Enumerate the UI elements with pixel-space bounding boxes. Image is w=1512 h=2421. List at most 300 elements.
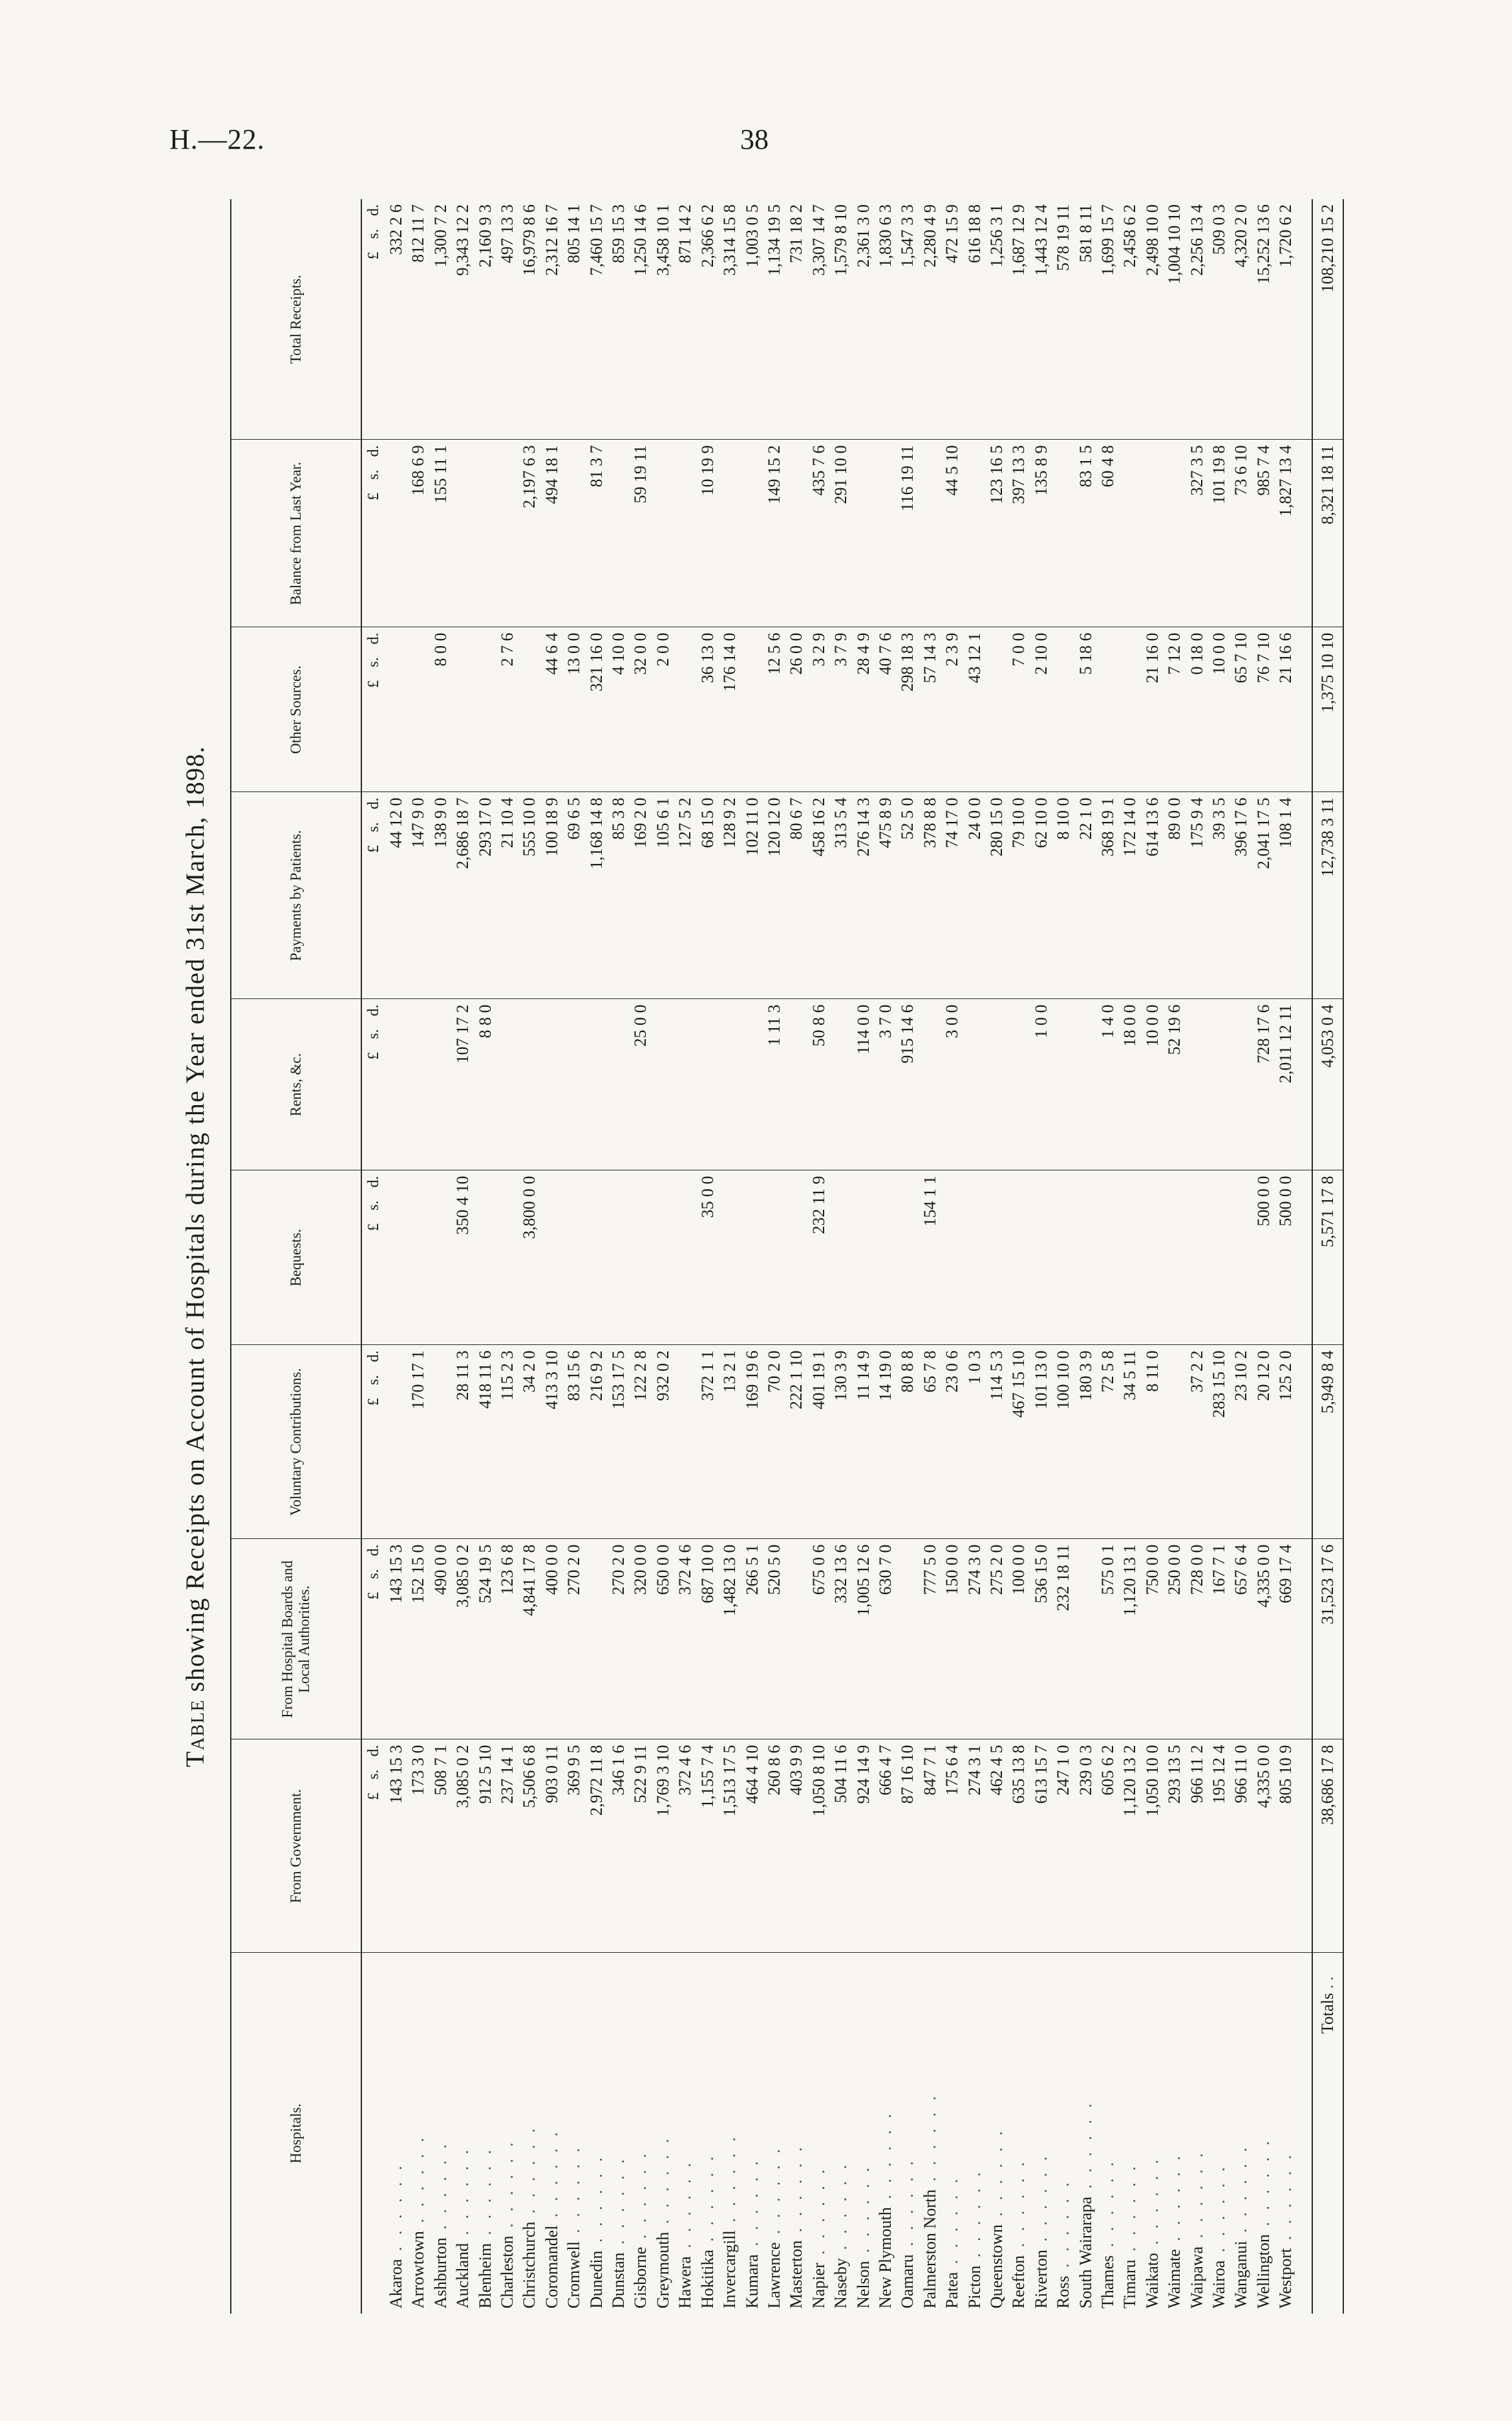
cell-other (986, 627, 1008, 792)
cell-beq (1008, 1170, 1030, 1345)
cell-pat: 24 0 0 (964, 792, 986, 999)
cell-gov: 504 11 6 (830, 1739, 852, 1953)
cell-other: 321 16 0 (586, 627, 608, 792)
cell-gov: 966 11 2 (1186, 1739, 1208, 1953)
cell-other: 57 14 3 (919, 627, 941, 792)
totals-total: 108,210 15 2 (1312, 199, 1343, 440)
cell-bal: 123 16 5 (986, 440, 1008, 627)
hospital-name: Waimate . . . . . . (1165, 2152, 1184, 2308)
cell-beq (474, 1170, 496, 1345)
cell-gov: 1,050 10 0 (1142, 1739, 1164, 1953)
cell-pat: 147 9 0 (407, 792, 429, 999)
cell-pat: 108 1 4 (1275, 792, 1297, 999)
cell-gov: 1,155 7 4 (697, 1739, 719, 1953)
cell-other: 2 10 0 (1030, 627, 1052, 792)
table-row (541, 199, 563, 2314)
cell-rents (719, 999, 741, 1170)
table-title-prefix: Table (180, 1699, 209, 1767)
cell-other: 65 7 10 (1230, 627, 1252, 792)
cell-beq (964, 1170, 986, 1345)
cell-pat: 2,686 18 7 (452, 792, 474, 999)
cell-beq (608, 1170, 630, 1345)
cell-beq (1097, 1170, 1119, 1345)
cell-vol: 100 10 0 (1052, 1345, 1074, 1539)
cell-pat: 52 5 0 (897, 792, 919, 999)
page-number: 38 (740, 124, 769, 155)
cell-beq (496, 1170, 518, 1345)
hospital-name: Ashburton . . . . . . (431, 2140, 450, 2308)
cell-total: 2,498 10 0 (1142, 199, 1164, 440)
cell-bal: 2,197 6 3 (518, 440, 540, 627)
cell-total: 3,307 14 7 (808, 199, 830, 440)
cell-bal (1119, 440, 1141, 627)
hospital-name: Wairoa . . . . . . (1209, 2163, 1229, 2308)
cell-gov: 2,972 11 8 (586, 1739, 608, 1953)
table-row (785, 199, 807, 2314)
cell-pat: 21 10 4 (496, 792, 518, 999)
cell-beq (986, 1170, 1008, 1345)
cell-beq: 154 1 1 (919, 1170, 941, 1345)
table-row (1142, 199, 1164, 2314)
cell-vol: 65 7 8 (919, 1345, 941, 1539)
cell-vol: 37 2 2 (1186, 1345, 1208, 1539)
cell-boards: 777 5 0 (919, 1539, 941, 1739)
cell-pat: 105 6 1 (652, 792, 674, 999)
cell-beq: 500 0 0 (1253, 1170, 1275, 1345)
cell-boards (1075, 1539, 1097, 1739)
document-code: H.—22. (169, 124, 265, 155)
col-header-balance: Balance from Last Year. (231, 440, 361, 627)
cell-rents (407, 999, 429, 1170)
cell-other: 28 4 9 (853, 627, 875, 792)
units-cell: £ s. d. (361, 627, 385, 792)
cell-pat: 280 15 0 (986, 792, 1008, 999)
cell-gov: 464 4 10 (741, 1739, 763, 1953)
cell-vol (385, 1345, 407, 1539)
cell-total: 859 15 3 (608, 199, 630, 440)
cell-boards (897, 1539, 919, 1739)
cell-rents: 1 0 0 (1030, 999, 1052, 1170)
cell-gov: 1,120 13 2 (1119, 1739, 1141, 1953)
hospital-name: Blenheim . . . . . . (475, 2146, 495, 2308)
cell-other (674, 627, 696, 792)
hospital-name: Wanganui . . . . . . (1231, 2144, 1251, 2308)
cell-gov: 403 9 9 (785, 1739, 807, 1953)
cell-pat: 614 13 6 (1142, 792, 1164, 999)
hospital-name: Riverton . . . . . . (1031, 2153, 1050, 2308)
cell-gov: 1,769 3 10 (652, 1739, 674, 1953)
cell-total: 1,003 0 5 (741, 199, 763, 440)
cell-vol: 11 14 9 (853, 1345, 875, 1539)
hospital-name: Ross . . . . . . (1054, 2179, 1073, 2308)
table-row (1052, 199, 1074, 2314)
cell-beq (785, 1170, 807, 1345)
cell-total: 15,252 13 6 (1253, 199, 1275, 440)
hospital-name: Hawera . . . . . . (676, 2159, 695, 2308)
col-header-total: Total Receipts. (231, 199, 361, 440)
cell-rents (1230, 999, 1252, 1170)
col-header-rents: Rents, &c. (231, 999, 361, 1170)
cell-beq (407, 1170, 429, 1345)
cell-other (1097, 627, 1119, 792)
units-cell: £ s. d. (361, 199, 385, 440)
cell-boards: 728 0 0 (1186, 1539, 1208, 1739)
cell-bal: 59 19 11 (630, 440, 652, 627)
cell-beq (1186, 1170, 1208, 1345)
cell-other: 8 0 0 (430, 627, 452, 792)
cell-vol: 1 0 3 (964, 1345, 986, 1539)
cell-beq (719, 1170, 741, 1345)
hospital-name: Wellington . . . . . . (1253, 2137, 1273, 2308)
cell-boards: 1,005 12 6 (853, 1539, 875, 1739)
cell-other (1052, 627, 1074, 792)
cell-total: 2,280 4 9 (919, 199, 941, 440)
cell-boards: 232 18 11 (1052, 1539, 1074, 1739)
cell-bal: 81 3 7 (586, 440, 608, 627)
table-row (452, 199, 474, 2314)
hospital-name: Dunedin . . . . . . (586, 2153, 606, 2308)
cell-pat: 85 3 8 (608, 792, 630, 999)
cell-vol (674, 1345, 696, 1539)
hospital-name: Akaroa . . . . . . (387, 2162, 405, 2308)
cell-beq (830, 1170, 852, 1345)
cell-beq (853, 1170, 875, 1345)
cell-gov: 5,506 6 8 (518, 1739, 540, 1953)
cell-bal (674, 440, 696, 627)
cell-beq (1142, 1170, 1164, 1345)
cell-boards: 675 0 6 (808, 1539, 830, 1739)
cell-boards: 400 0 0 (541, 1539, 563, 1739)
rotated-table-page (176, 199, 1337, 2314)
hospital-name: Invercargill . . . . . . (720, 2133, 740, 2308)
cell-total: 4,320 2 0 (1230, 199, 1252, 440)
cell-bal (1052, 440, 1074, 627)
cell-boards: 167 7 1 (1208, 1539, 1230, 1739)
cell-total: 2,458 6 2 (1119, 199, 1141, 440)
cell-beq (1030, 1170, 1052, 1345)
hospital-name: Gisborne . . . . . . (631, 2149, 650, 2308)
cell-bal: 168 6 9 (407, 440, 429, 627)
cell-bal: 101 19 8 (1208, 440, 1230, 627)
cell-gov: 847 7 1 (919, 1739, 941, 1953)
cell-pat: 1,168 14 8 (586, 792, 608, 999)
cell-beq: 3,800 0 0 (518, 1170, 540, 1345)
totals-gov: 38,686 17 8 (1312, 1739, 1343, 1953)
totals-row (1312, 199, 1343, 2314)
cell-beq (941, 1170, 963, 1345)
cell-pat: 396 17 6 (1230, 792, 1252, 999)
table-row (897, 199, 919, 2314)
hospital-name: Arrowtown . . . . . . (409, 2134, 428, 2308)
cell-bal (563, 440, 585, 627)
table-row (1275, 199, 1297, 2314)
cell-rents (652, 999, 674, 1170)
table-row (407, 199, 429, 2314)
table-row (853, 199, 875, 2314)
cell-vol: 23 0 6 (941, 1345, 963, 1539)
column-headers (231, 199, 361, 2314)
table-row (652, 199, 674, 2314)
cell-bal: 44 5 10 (941, 440, 963, 627)
hospital-name: Lawrence . . . . . . (764, 2145, 783, 2308)
cell-other: 7 0 0 (1008, 627, 1030, 792)
cell-beq (430, 1170, 452, 1345)
cell-total: 1,720 6 2 (1275, 199, 1297, 440)
cell-total: 7,460 15 7 (586, 199, 608, 440)
cell-rents: 8 8 0 (474, 999, 496, 1170)
table-row (697, 199, 719, 2314)
cell-bal: 397 13 3 (1008, 440, 1030, 627)
hospital-name: Nelson . . . . . . (853, 2164, 873, 2308)
cell-vol: 169 19 6 (741, 1345, 763, 1539)
cell-vol: 413 3 10 (541, 1345, 563, 1539)
units-cell: £ s. d. (361, 1170, 385, 1345)
cell-pat: 69 6 5 (563, 792, 585, 999)
cell-pat: 368 19 1 (1097, 792, 1119, 999)
cell-pat: 378 8 8 (919, 792, 941, 999)
cell-pat: 100 18 9 (541, 792, 563, 999)
table-row (919, 199, 941, 2314)
cell-other: 40 7 6 (875, 627, 897, 792)
cell-gov: 3,085 0 2 (452, 1739, 474, 1953)
totals-rents: 4,053 0 4 (1312, 999, 1343, 1170)
cell-rents: 3 0 0 (941, 999, 963, 1170)
cell-gov: 293 13 5 (1164, 1739, 1186, 1953)
cell-pat: 276 14 3 (853, 792, 875, 999)
cell-beq (385, 1170, 407, 1345)
table-row (1030, 199, 1052, 2314)
cell-other: 13 0 0 (563, 627, 585, 792)
cell-vol: 372 1 1 (697, 1345, 719, 1539)
cell-pat: 172 14 0 (1119, 792, 1141, 999)
cell-gov: 666 4 7 (875, 1739, 897, 1953)
cell-gov: 1,050 8 10 (808, 1739, 830, 1953)
cell-other: 43 12 1 (964, 627, 986, 792)
table-row (964, 199, 986, 2314)
cell-total: 472 15 9 (941, 199, 963, 440)
cell-other: 2 3 9 (941, 627, 963, 792)
cell-gov: 605 6 2 (1097, 1739, 1119, 1953)
cell-rents: 114 0 0 (853, 999, 875, 1170)
cell-other: 4 10 0 (608, 627, 630, 792)
table-row (1008, 199, 1030, 2314)
cell-total: 2,312 16 7 (541, 199, 563, 440)
cell-boards: 100 0 0 (1008, 1539, 1030, 1739)
cell-gov: 613 15 7 (1030, 1739, 1052, 1953)
units-row (361, 199, 385, 2314)
cell-boards: 4,335 0 0 (1253, 1539, 1275, 1739)
cell-beq (630, 1170, 652, 1345)
cell-bal (496, 440, 518, 627)
cell-rents (518, 999, 540, 1170)
cell-gov: 635 13 8 (1008, 1739, 1030, 1953)
cell-vol: 34 2 0 (518, 1345, 540, 1539)
cell-pat: 555 10 0 (518, 792, 540, 999)
cell-pat: 293 17 0 (474, 792, 496, 999)
cell-total: 2,361 3 0 (853, 199, 875, 440)
cell-gov: 805 10 9 (1275, 1739, 1297, 1953)
cell-rents (430, 999, 452, 1170)
cell-total: 731 18 2 (785, 199, 807, 440)
cell-beq: 232 11 9 (808, 1170, 830, 1345)
cell-gov: 912 5 10 (474, 1739, 496, 1953)
cell-bal: 83 1 5 (1075, 440, 1097, 627)
cell-beq (763, 1170, 785, 1345)
table-row (1097, 199, 1119, 2314)
cell-gov: 522 9 11 (630, 1739, 652, 1953)
cell-rents (964, 999, 986, 1170)
cell-other (741, 627, 763, 792)
cell-boards: 687 10 0 (697, 1539, 719, 1739)
cell-vol: 153 17 5 (608, 1345, 630, 1539)
cell-other: 3 2 9 (808, 627, 830, 792)
cell-bal: 116 19 11 (897, 440, 919, 627)
cell-other: 21 16 6 (1275, 627, 1297, 792)
cell-total: 2,366 6 2 (697, 199, 719, 440)
cell-boards: 657 6 4 (1230, 1539, 1252, 1739)
cell-other: 76 7 10 (1253, 627, 1275, 792)
cell-rents: 728 17 6 (1253, 999, 1275, 1170)
col-header-boards: From Hospital Boards and Local Authorities. (231, 1539, 361, 1739)
cell-boards: 750 0 0 (1142, 1539, 1164, 1739)
units-cell: £ s. d. (361, 1345, 385, 1539)
cell-other (452, 627, 474, 792)
cell-bal: 494 18 1 (541, 440, 563, 627)
cell-gov: 274 3 1 (964, 1739, 986, 1953)
cell-vol: 101 13 0 (1030, 1345, 1052, 1539)
cell-other (474, 627, 496, 792)
cell-total: 805 14 1 (563, 199, 585, 440)
table-title-text: showing Receipts on Account of Hospitals during the Year ended 31st March, 1898. (180, 746, 209, 1699)
hospital-name: New Plymouth . . . . . . (875, 2110, 895, 2308)
cell-gov: 372 4 6 (674, 1739, 696, 1953)
hospital-name: Queenstown . . . . . . (986, 2127, 1006, 2308)
cell-vol: 8 11 0 (1142, 1345, 1164, 1539)
cell-boards (586, 1539, 608, 1739)
totals-bal: 8,321 18 11 (1312, 440, 1343, 627)
cell-bal (853, 440, 875, 627)
cell-beq (1230, 1170, 1252, 1345)
cell-vol: 932 0 2 (652, 1345, 674, 1539)
cell-boards (785, 1539, 807, 1739)
cell-total: 3,314 15 8 (719, 199, 741, 440)
cell-bal: 1,827 13 4 (1275, 440, 1297, 627)
cell-beq (1075, 1170, 1097, 1345)
cell-total: 16,979 8 6 (518, 199, 540, 440)
cell-rents (986, 999, 1008, 1170)
table-row (496, 199, 518, 2314)
cell-other: 32 0 0 (630, 627, 652, 792)
cell-rents (1208, 999, 1230, 1170)
cell-rents: 25 0 0 (630, 999, 652, 1170)
cell-gov: 143 15 3 (385, 1739, 407, 1953)
hospital-name: Greymouth . . . . . . (653, 2135, 672, 2308)
cell-total: 616 18 8 (964, 199, 986, 440)
table-row (1186, 199, 1208, 2314)
cell-gov: 239 0 3 (1075, 1739, 1097, 1953)
cell-pat: 8 10 0 (1052, 792, 1074, 999)
cell-rents (1075, 999, 1097, 1170)
cell-bal (964, 440, 986, 627)
cell-pat: 68 15 0 (697, 792, 719, 999)
totals-other: 1,375 10 10 (1312, 627, 1343, 792)
cell-boards: 650 0 0 (652, 1539, 674, 1739)
cell-pat: 62 10 0 (1030, 792, 1052, 999)
cell-rents: 2,011 12 11 (1275, 999, 1297, 1170)
cell-rents (586, 999, 608, 1170)
cell-pat: 22 1 0 (1075, 792, 1097, 999)
cell-boards: 372 4 6 (674, 1539, 696, 1739)
col-header-other: Other Sources. (231, 627, 361, 792)
cell-pat: 169 2 0 (630, 792, 652, 999)
cell-vol: 34 5 11 (1119, 1345, 1141, 1539)
table-row (719, 199, 741, 2314)
cell-bal (919, 440, 941, 627)
cell-pat: 127 5 2 (674, 792, 696, 999)
cell-rents (1008, 999, 1030, 1170)
hospital-name: South Wairarapa . . . . . . (1076, 2100, 1095, 2308)
cell-total: 1,004 10 10 (1164, 199, 1186, 440)
col-header-voluntary: Voluntary Contributions. (231, 1345, 361, 1539)
cell-pat: 39 3 5 (1208, 792, 1230, 999)
cell-rents (1052, 999, 1074, 1170)
cell-beq: 500 0 0 (1275, 1170, 1297, 1345)
cell-pat: 120 12 0 (763, 792, 785, 999)
cell-vol: 467 15 10 (1008, 1345, 1030, 1539)
cell-total: 871 14 2 (674, 199, 696, 440)
cell-bal (608, 440, 630, 627)
cell-pat: 80 6 7 (785, 792, 807, 999)
cell-boards: 143 15 3 (385, 1539, 407, 1739)
cell-bal (474, 440, 496, 627)
cell-pat: 138 9 0 (430, 792, 452, 999)
cell-rents (697, 999, 719, 1170)
units-cell: £ s. d. (361, 1539, 385, 1739)
cell-gov: 924 14 9 (853, 1739, 875, 1953)
cell-boards: 274 3 0 (964, 1539, 986, 1739)
cell-gov: 4,335 0 0 (1253, 1739, 1275, 1953)
cell-other: 298 18 3 (897, 627, 919, 792)
cell-total: 1,547 3 3 (897, 199, 919, 440)
units-cell: £ s. d. (361, 999, 385, 1170)
cell-gov: 260 8 6 (763, 1739, 785, 1953)
cell-beq: 350 4 10 (452, 1170, 474, 1345)
cell-rents: 3 7 0 (875, 999, 897, 1170)
cell-pat: 89 0 0 (1164, 792, 1186, 999)
totals-vol: 5,949 8 4 (1312, 1345, 1343, 1539)
cell-rents: 1 11 3 (763, 999, 785, 1170)
cell-pat: 175 9 4 (1186, 792, 1208, 999)
cell-bal (1164, 440, 1186, 627)
units-cell: £ s. d. (361, 440, 385, 627)
cell-gov: 237 14 1 (496, 1739, 518, 1953)
cell-vol: 115 2 3 (496, 1345, 518, 1539)
cell-total: 497 13 3 (496, 199, 518, 440)
hospital-name: Charleston . . . . . . (498, 2138, 517, 2308)
cell-bal (741, 440, 763, 627)
cell-total: 1,699 15 7 (1097, 199, 1119, 440)
hospital-name: Masterton . . . . . . (787, 2143, 806, 2308)
cell-other: 26 0 0 (785, 627, 807, 792)
table-row (674, 199, 696, 2314)
cell-pat: 458 16 2 (808, 792, 830, 999)
cell-bal (785, 440, 807, 627)
hospital-name: Naseby . . . . . . (831, 2161, 851, 2308)
cell-rents (919, 999, 941, 1170)
cell-gov: 173 3 0 (407, 1739, 429, 1953)
cell-gov: 346 1 6 (608, 1739, 630, 1953)
cell-boards: 123 6 8 (496, 1539, 518, 1739)
